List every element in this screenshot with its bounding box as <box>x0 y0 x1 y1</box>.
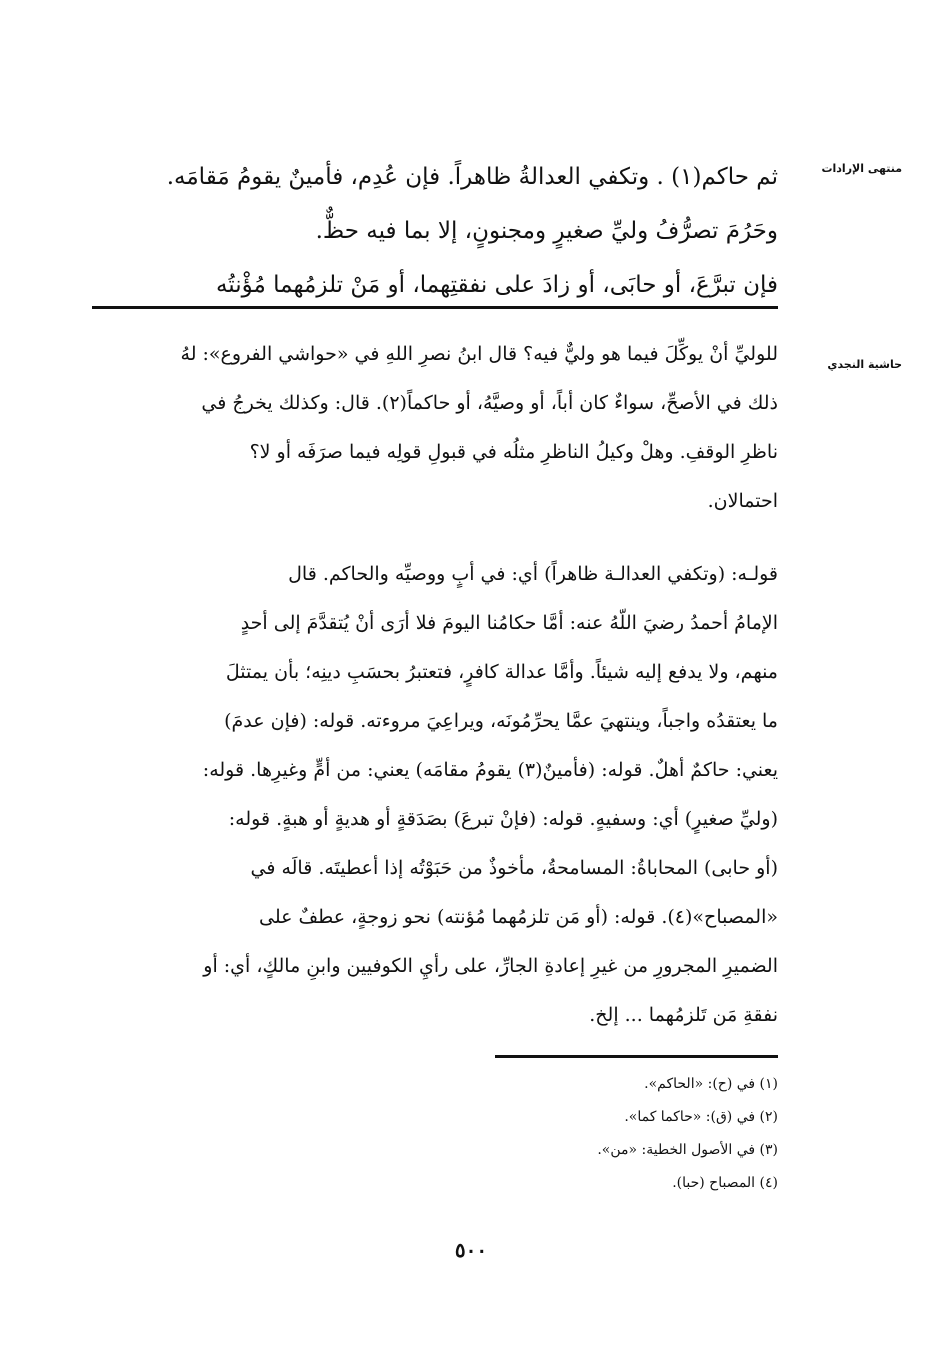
section-divider <box>92 306 778 309</box>
sharh-line: احتمالان. <box>707 490 778 512</box>
sharh-line: (أو حابى) المحاباةُ: المسامحةُ، مأخوذٌ من حَبَوْتُه إذا أعطيتَه. قالَه في <box>250 857 778 879</box>
sharh-line: يعني: حاكمٌ أهلٌ. قوله: (فأمينٌ(٣) يقومُ مقامَه) يعني: من أمٍّ وغيرِها. قوله: <box>202 759 778 781</box>
sharh-line: نفقةِ مَن تَلزمُهما ... إلخ. <box>589 1004 778 1026</box>
sharh-line: الضميرِ المجرورِ من غيرِ إعادةِ الجارِّ، على رأيِ الكوفيين وابنِ مالكٍ، أي: أو <box>203 955 778 977</box>
paragraph-gap <box>90 526 778 550</box>
matn-text <box>90 150 778 312</box>
footnote: (٣) في الأصول الخطية: «من». <box>597 1142 778 1158</box>
sharh-line: «المصباح»(٤). قوله: (أو مَن تلزمُهما مُؤنته) نحو زوجةٍ، عطفٌ على <box>258 906 778 928</box>
footnote-divider <box>495 1055 778 1058</box>
sharh-text <box>90 330 778 1040</box>
matn-line: ثم حاكم(١) . وتكفي العدالةُ ظاهراً. فإن عُدِم، فأمينٌ يقومُ مَقامَه. <box>166 164 778 190</box>
footnote: (١) في (ح): «الحاكم». <box>644 1076 778 1092</box>
side-label-muntaha: منتهى الإرادات <box>821 162 902 175</box>
footnote: (٤) المصباح (حبا). <box>672 1175 778 1191</box>
sharh-line: ناظرِ الوقفِ. وهلْ وكيلُ الناظرِ مثلُه في قبولِ قولِه فيما صرَفَه أو لا؟ <box>249 441 778 463</box>
page-number: ٥٠٠ <box>454 1238 488 1262</box>
matn-line: وحَرُمَ تصرُّفُ وليِّ صغيرٍ ومجنونٍ، إلا بما فيه حظٌّ. <box>315 218 778 244</box>
matn-line: فإن تبرَّعَ، أو حابَى، أو زادَ على نفقتِهما، أو مَنْ تلزمُهما مُؤْنتُه <box>215 272 778 298</box>
sharh-line: قولـه: (وتكفي العدالـة ظاهراً) أي: في أبٍ ووصيِّه والحاكم. قال <box>288 563 778 585</box>
sharh-line: الإمامُ أحمدُ رضيَ اللّهُ عنه: أمَّا حكامُنا اليومَ فلا أرَى أنْ يُتقدَّمَ إلى أحدٍ <box>240 612 778 634</box>
footnotes <box>358 1068 778 1200</box>
sharh-line: ذلك في الأصحِّ، سواءٌ كان أباً، أو وصيَّهُ، أو حاكماً(٢). قال: وكذلك يخرجُ في <box>201 392 778 414</box>
side-label-hashiya: حاشية النجدي <box>827 358 902 371</box>
sharh-line: منهم، ولا يدفع إليه شيئاً. وأمَّا عدالة كافرٍ، فتعتبرُ بحسَبِ دينِه؛ بأن يمتثلَ <box>225 661 778 683</box>
sharh-line: (وليِّ صغيرٍ) أي: وسفيهٍ. قوله: (فإنْ تبرعَ) بصَدَقةٍ أو هديةٍ أو هبةٍ. قوله: <box>228 808 778 830</box>
sharh-line: ما يعتقدُه واجباً، وينتهيَ عمَّا يحرِّمُونَه، ويراعِيَ مروءته. قوله: (فإن عدمَ) <box>224 710 778 732</box>
sharh-line: للوليِّ أنْ يوكِّلَ فيما هو وليٌّ فيه؟ قال ابنُ نصرِ اللهِ في «حواشي الفروع»: لهُ <box>180 343 778 365</box>
footnote: (٢) في (ق): «حاكما كما». <box>624 1109 778 1125</box>
